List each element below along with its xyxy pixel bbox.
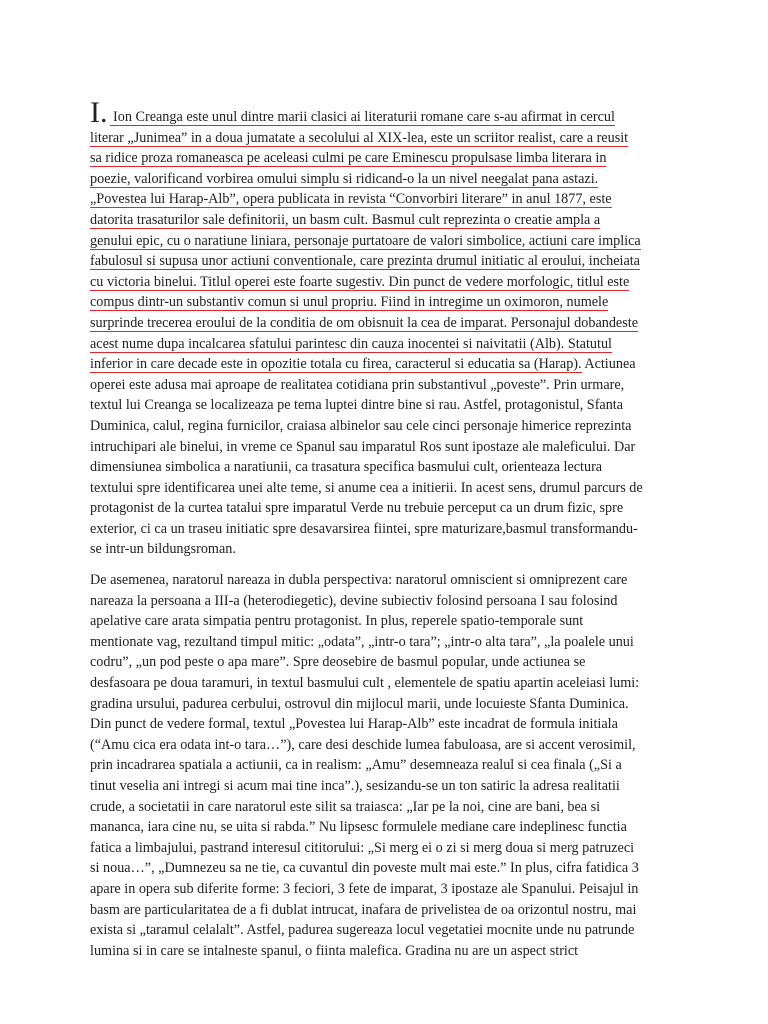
text-line <box>90 210 680 231</box>
text-line <box>90 272 680 293</box>
text-line: mentionate vag, rezultand timpul mitic: „odata”, „intr-o tara”; „intr-o alta tara”, „la poalele unui <box>90 633 634 650</box>
line-text: intruchipari ale binelui, in vreme ce Spanul sau imparatul Ros sunt ipostaze ale maleficului. Dar <box>90 438 636 455</box>
text-line: apare in opera sub diferite forme: 3 feciori, 3 fete de imparat, 3 ipostaze ale Spanului. Peisajul in <box>90 880 639 897</box>
underlined-text: „Povestea lui Harap-Alb”, opera publicata in revista “Convorbiri literare” in anul 1877, este <box>90 191 612 208</box>
text-line: gradina ursului, padurea cerbului, ostrovul din mijlocul marii, unde locuieste Sfanta Duminica. <box>90 695 629 712</box>
text-line <box>90 457 680 478</box>
text-line <box>90 169 680 190</box>
text-line <box>90 539 680 560</box>
text-line: mananca, iara cine nu, se uita si rabda.” Nu lipsesc formulele mediane care indeplinesc functia <box>90 819 627 836</box>
text-line <box>90 437 680 458</box>
underlined-text: sa ridice proza romaneasca pe aceleasi culmi pe care Eminescu propulsase limba literara in <box>90 150 607 167</box>
underlined-text: surprinde trecerea eroului de la conditia de om obisnuit la cea de imparat. Personajul dobandeste <box>90 314 638 331</box>
text-line: basm are particularitatea de a fi dublat intrucat, inafara de privelistea de oa orizontul nostru, mai <box>90 901 637 918</box>
text-line <box>90 395 680 416</box>
underlined-text: acest nume dupa incalcarea sfatului parintesc din cauza inocentei si naivitatii (Alb). Statutul <box>90 335 612 352</box>
text-line: apelative care arata simpatia pentru protagonist. In plus, reperele spatio-temporale sunt <box>90 613 584 630</box>
text-line: lumina si in care se intalneste spanul, o fiinta malefica. Gradina nu are un aspect strict <box>90 942 579 959</box>
underlined-text: datorita trasaturilor sale definitorii, un basm cult. Basmul cult reprezinta o creatie ampla a <box>90 211 601 228</box>
text-line: desfasoara pe doua taramuri, in textul basmului cult , elementele de spatiu apartin aceleiasi lumi: <box>90 674 640 691</box>
underlined-text: literar „Junimea” in a doua jumatate a secolului al XIX-lea, este un scriitor realist, care a reusit <box>90 129 629 146</box>
text-line <box>90 478 680 499</box>
text-line: exista si „taramul celalalt”. Astfel, padurea sugereaza locul vegetatiei mocnite unde nu patrunde <box>90 922 635 939</box>
line-text: se intr-un bildungsroman. <box>90 541 236 558</box>
text-line: nareaza la persoana a III-a (heterodiegetic), devine subiectiv folosind persoana I sau folosind <box>90 592 618 609</box>
text-line <box>90 189 680 210</box>
line-text: textului spre identificarea unei alte teme, si anume cea a initierii. In acest sens, drumul parcurs de <box>90 479 643 496</box>
underlined-text: fabulosul si supusa unor actiuni conventionale, care prezinta drumul initiatic al eroului, incheiata <box>90 253 640 270</box>
text-line: prin incadrarea spatiala a actiunii, ca in realism: „Amu” desemneaza realul si cea finala („Si a <box>90 757 622 774</box>
line-text: textul lui Creanga se localizeaza pe tema luptei dintre bine si rau. Astfel, protagonistul, Sfanta <box>90 397 624 414</box>
text-line: tinut veselia ani intregi si acum mai tine inca”.), sesizandu-se un ton satiric la adresa realitatii <box>90 777 620 794</box>
text-line <box>90 354 680 375</box>
text-line <box>90 313 680 334</box>
drop-cap: I. <box>90 96 108 129</box>
underlined-text: inferior in care decade este in opozitie totala cu firea, caracterul si educatia sa (Harap). <box>90 356 582 373</box>
line-text: Actiunea <box>581 356 636 373</box>
text-line <box>90 231 680 252</box>
underlined-text: cu victoria binelui. Titlul operei este foarte sugestiv. Din punct de vedere morfologic, titlul este <box>90 273 630 290</box>
text-line <box>90 334 680 355</box>
text-line <box>90 498 680 519</box>
text-line <box>90 148 680 169</box>
line-text: dimensiunea simbolica a naratiunii, ca trasatura specifica basmului cult, orienteaza lectura <box>90 459 603 476</box>
text-line <box>90 128 680 149</box>
paragraph-2 <box>90 570 680 961</box>
text-line <box>90 251 680 272</box>
underlined-text: poezie, valorificand vorbirea omului simplu si ridicand-o la un nivel neegalat pana astazi. <box>90 170 599 187</box>
line-text: protagonist de la curtea tatalui spre imparatul Verde nu trebuie perceput ca un drum fizic, spre <box>90 500 624 517</box>
text-line <box>90 416 680 437</box>
text-line: fatica a limbajului, pastrand interesul cititorului: „Si merg ei o zi si merg doua si merg patruzeci <box>90 839 635 856</box>
text-line <box>90 519 680 540</box>
text-line <box>90 96 680 129</box>
text-line: crude, a societatii in care naratorul este silit sa traiasca: „Iar pe la noi, cine are bani, bea si <box>90 798 601 815</box>
text-line: (“Amu cica era odata int-o tara…”), care desi deschide lumea fabuloasa, are si accent verosimil, <box>90 736 636 753</box>
text-line: De asemenea, naratorul nareaza in dubla perspectiva: naratorul omniscient si omniprezent care <box>90 572 628 588</box>
line-text: operei este adusa mai aproape de realitatea cotidiana prin substantivul „poveste”. Prin urmare, <box>90 376 625 393</box>
text-line <box>90 375 680 396</box>
line-text: exterior, ci ca un traseu initiatic spre desavarsirea fiintei, spre maturizare,basmul transformandu- <box>90 520 638 537</box>
text-line <box>90 292 680 313</box>
underlined-text: Ion Creanga este unul dintre marii clasici ai literaturii romane care s-au afirmat in cercul <box>109 109 615 125</box>
text-line: Din punct de vedere formal, textul „Povestea lui Harap-Alb” este incadrat de formula initiala <box>90 716 618 733</box>
underlined-text: genului epic, cu o naratiune liniara, personaje purtatoare de valori simbolice, actiuni care implica <box>90 232 641 249</box>
underlined-text: compus dintr-un substantiv comun si unul propriu. Fiind in intregime un oximoron, numele <box>90 294 609 311</box>
line-text: Duminica, calul, regina furnicilor, craiasa albinelor sau cele cinci personaje himerice reprezinta <box>90 417 632 434</box>
text-line: si noua…”, „Dumnezeu sa ne tie, ca cuvantul din poveste mult mai este.” In plus, cifra fatidica 3 <box>90 860 639 877</box>
paragraph-1 <box>90 96 680 560</box>
text-line: codru”, „un pod peste o apa mare”. Spre deosebire de basmul popular, unde actiunea se <box>90 654 586 671</box>
